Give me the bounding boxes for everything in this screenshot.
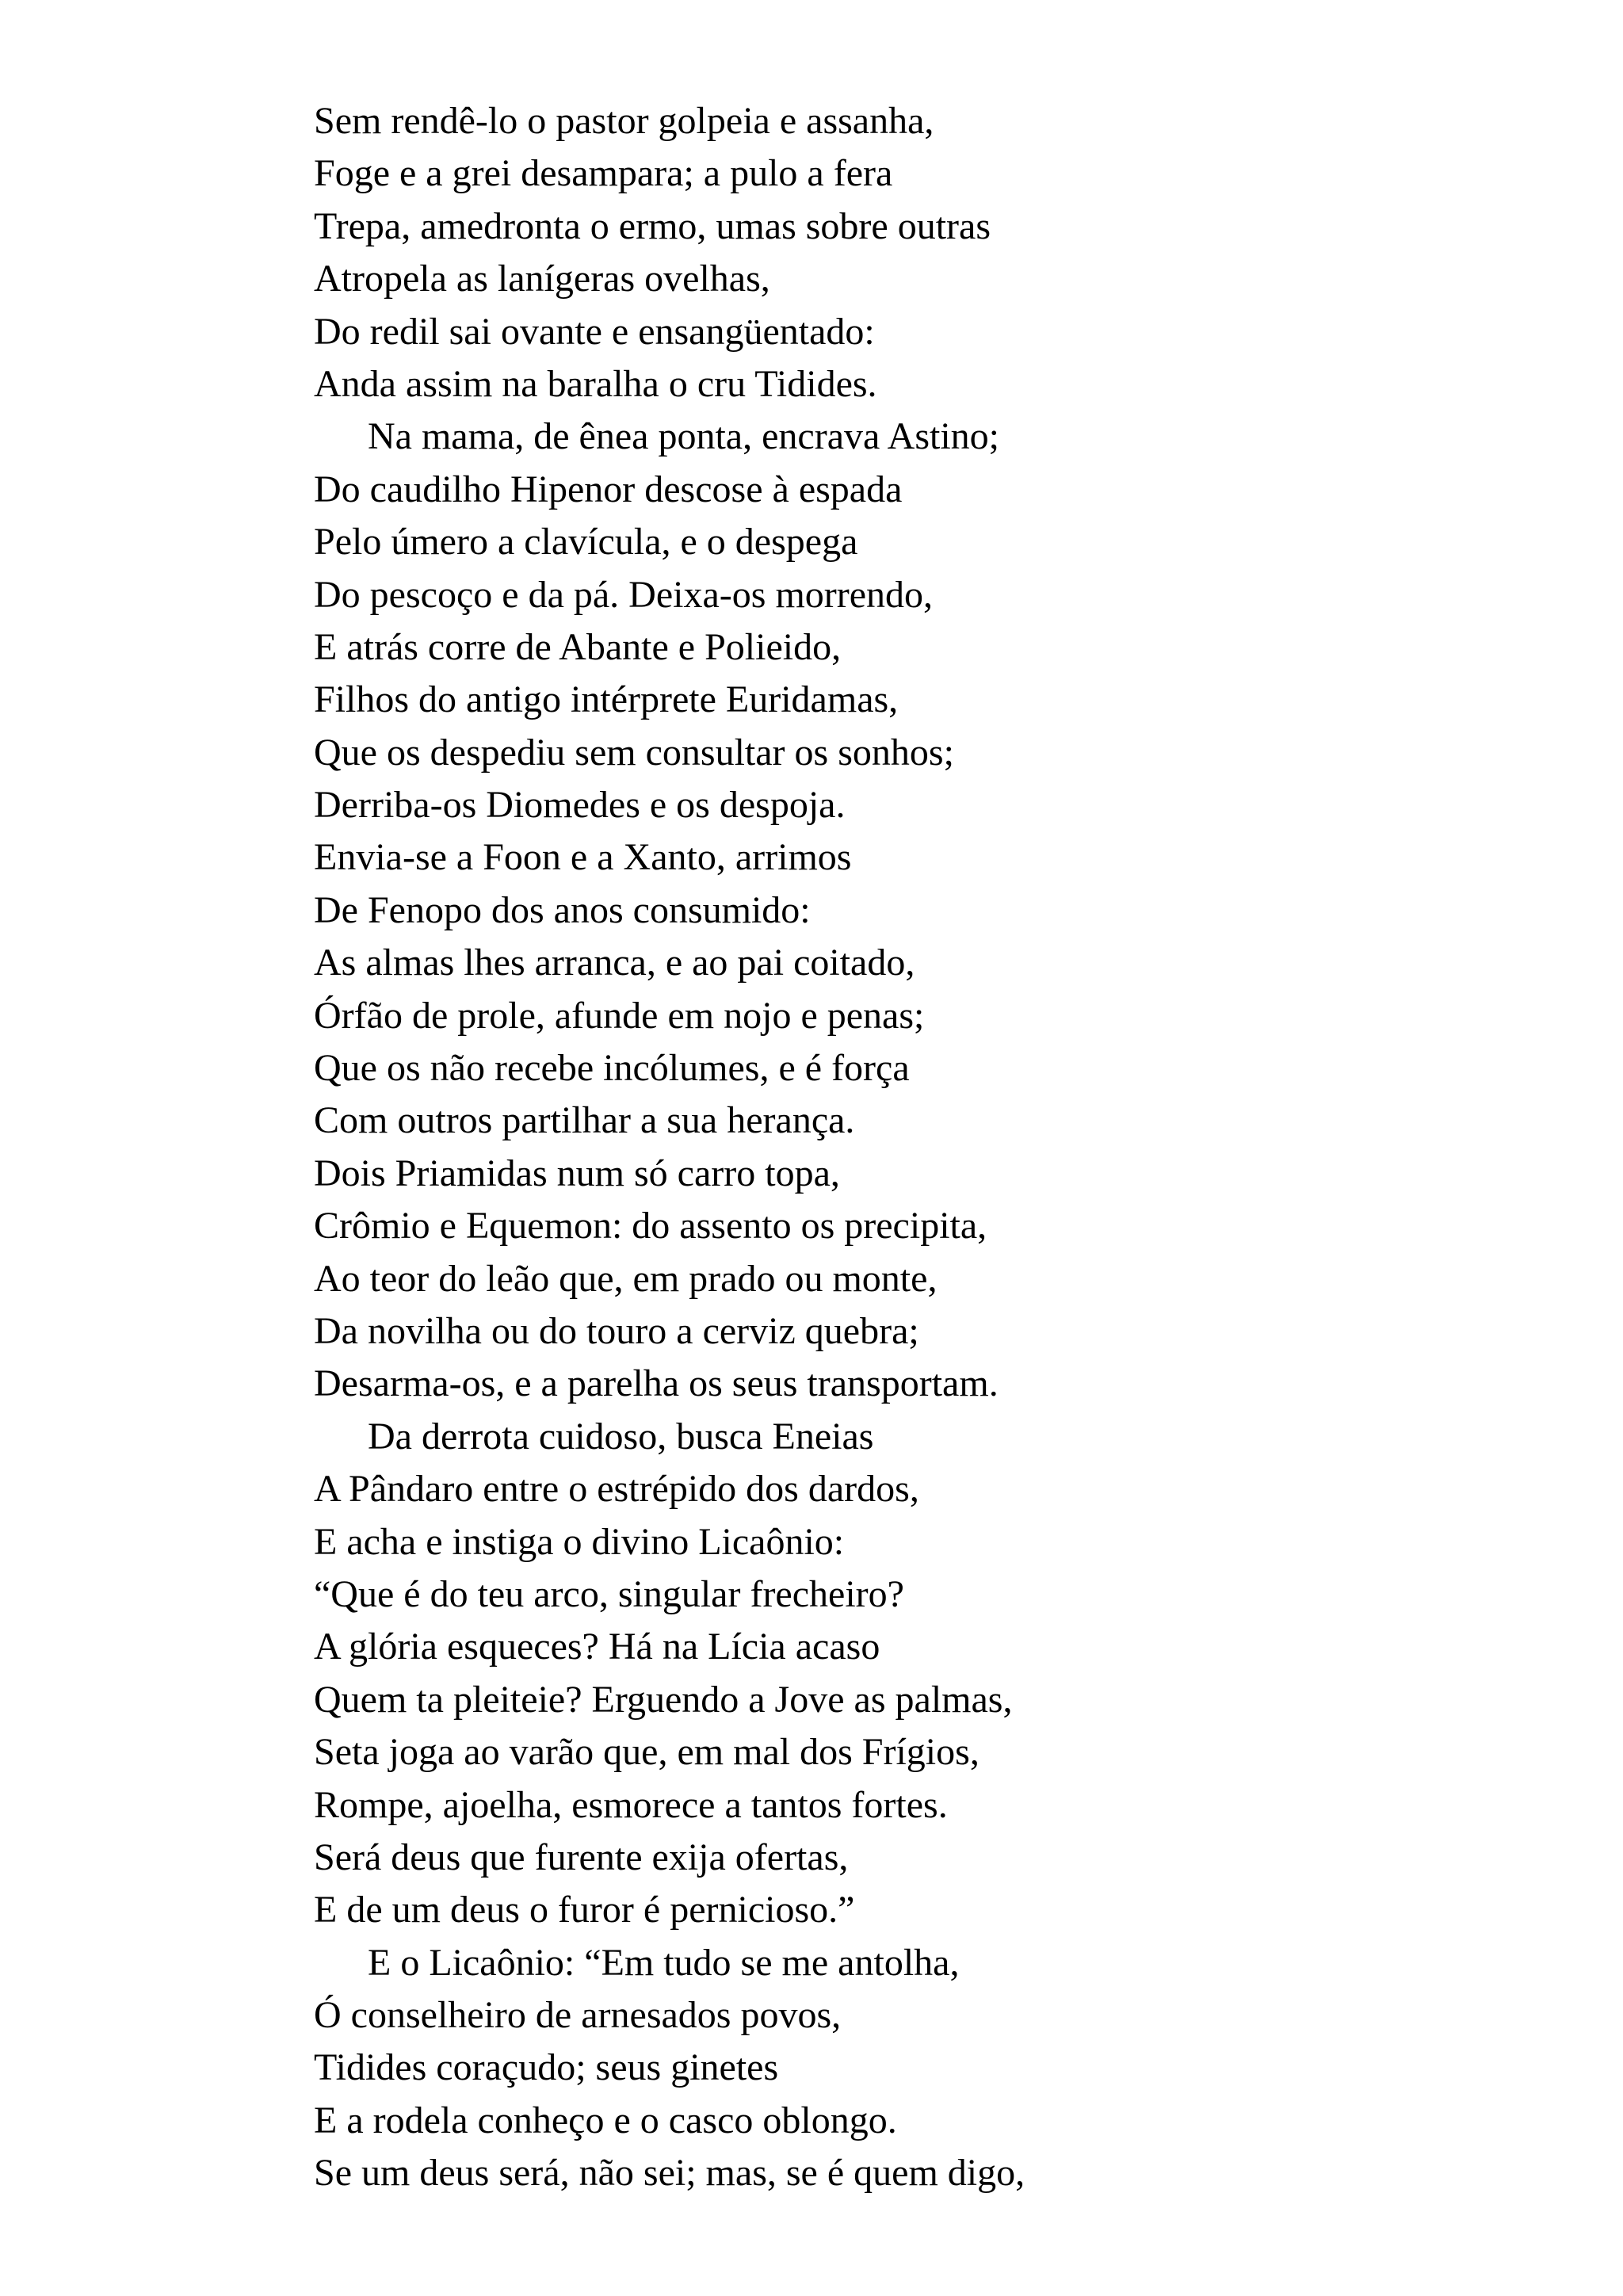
verse-line-indented: Da derrota cuidoso, busca Eneias bbox=[368, 1415, 874, 1457]
verse-line: Do caudilho Hipenor descose à espada bbox=[314, 468, 903, 510]
verse-line: Filhos do antigo intérprete Euridamas, bbox=[314, 678, 899, 721]
verse-line: Que os não recebe incólumes, e é força bbox=[314, 1047, 910, 1090]
verse-line: Rompe, ajoelha, esmorece a tantos fortes. bbox=[314, 1783, 948, 1826]
verse-line: Com outros partilhar a sua herança. bbox=[314, 1099, 855, 1142]
verse-line: Atropela as lanígeras ovelhas, bbox=[314, 258, 770, 300]
verse-line: Anda assim na baralha o cru Tidides. bbox=[314, 362, 877, 405]
verse-line: Trepa, amedronta o ermo, umas sobre outras bbox=[314, 204, 991, 247]
verse-line: E atrás corre de Abante e Polieido, bbox=[314, 625, 842, 668]
verse-line: Quem ta pleiteie? Erguendo a Jove as palmas, bbox=[314, 1678, 1013, 1721]
verse-line-indented: E o Licaônio: “Em tudo se me antolha, bbox=[368, 1941, 960, 1984]
verse-line: Desarma-os, e a parelha os seus transportam. bbox=[314, 1362, 999, 1405]
verse-line: Tidides coraçudo; seus ginetes bbox=[314, 2046, 779, 2089]
verse-line: Crômio e Equemon: do assento os precipita, bbox=[314, 1205, 987, 1247]
verse-line: Envia-se a Foon e a Xanto, arrimos bbox=[314, 836, 852, 879]
verse-line: Que os despediu sem consultar os sonhos; bbox=[314, 731, 954, 774]
verse-line: Ao teor do leão que, em prado ou monte, bbox=[314, 1257, 938, 1300]
verse-line: E a rodela conheço e o casco oblongo. bbox=[314, 2099, 897, 2141]
verse-line: A Pândaro entre o estrépido dos dardos, bbox=[314, 1468, 919, 1511]
verse-line: Seta joga ao varão que, em mal dos Frígios, bbox=[314, 1731, 980, 1774]
verse-line: Ó conselheiro de arnesados povos, bbox=[314, 1994, 842, 2037]
verse-line: As almas lhes arranca, e ao pai coitado, bbox=[314, 942, 915, 984]
verse-line: Será deus que furente exija ofertas, bbox=[314, 1836, 849, 1878]
verse-line: Foge e a grei desampara; a pulo a fera bbox=[314, 152, 893, 195]
verse-line: Da novilha ou do touro a cerviz quebra; bbox=[314, 1309, 919, 1352]
verse-line-indented: Na mama, de ênea ponta, encrava Astino; bbox=[368, 415, 1000, 458]
verse-line: Derriba-os Diomedes e os despoja. bbox=[314, 784, 846, 827]
verse-line: Se um deus será, não sei; mas, se é quem digo, bbox=[314, 2152, 1025, 2195]
verse-line: Dois Priamidas num só carro topa, bbox=[314, 1152, 840, 1194]
verse-line: Pelo úmero a clavícula, e o despega bbox=[314, 521, 858, 563]
verse-line: Sem rendê-lo o pastor golpeia e assanha, bbox=[314, 100, 934, 142]
verse-line: “Que é do teu arco, singular frecheiro? bbox=[314, 1572, 904, 1615]
verse-line: Do redil sai ovante e ensangüentado: bbox=[314, 310, 875, 353]
verse-line: E de um deus o furor é pernicioso.” bbox=[314, 1889, 855, 1931]
poem-text-block bbox=[314, 95, 1582, 2200]
verse-line: Do pescoço e da pá. Deixa-os morrendo, bbox=[314, 573, 934, 616]
verse-line: De Fenopo dos anos consumido: bbox=[314, 888, 811, 931]
verse-line: E acha e instiga o divino Licaônio: bbox=[314, 1520, 845, 1563]
verse-line: A glória esqueces? Há na Lícia acaso bbox=[314, 1626, 880, 1668]
verse-line: Órfão de prole, afunde em nojo e penas; bbox=[314, 994, 925, 1037]
